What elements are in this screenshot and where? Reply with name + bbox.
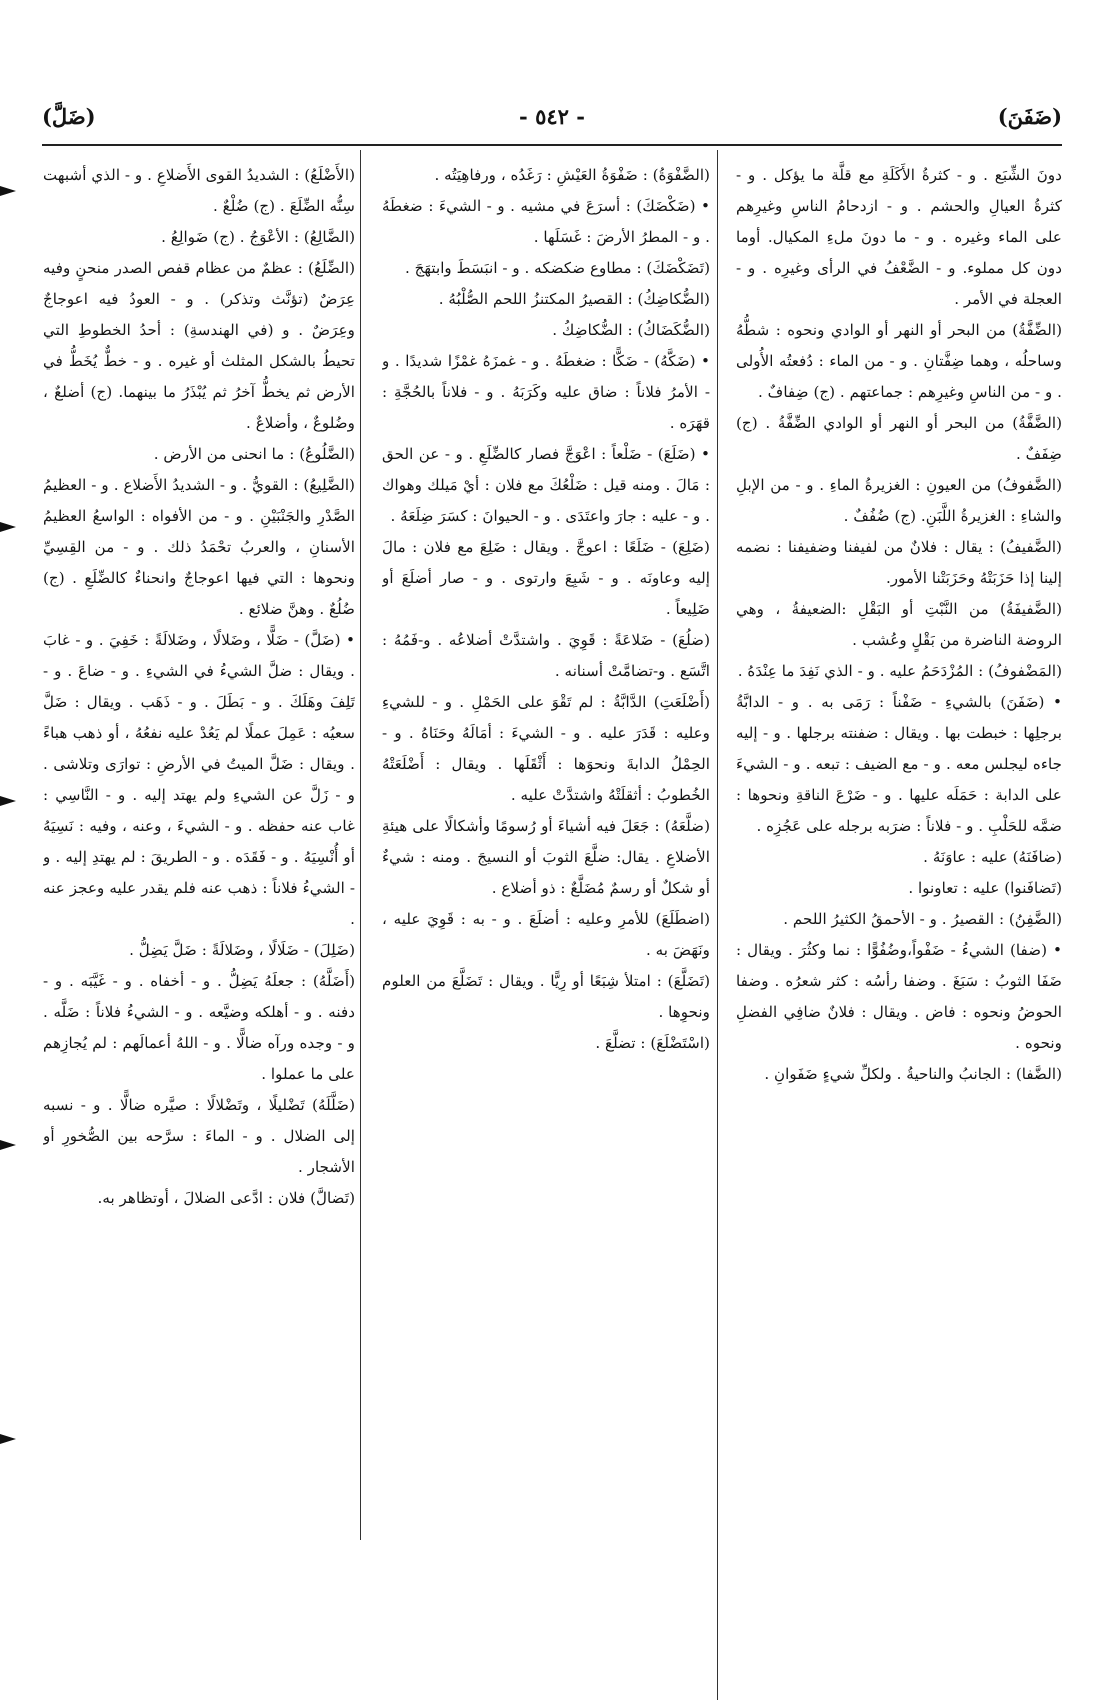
entry: (المَضْفوفُ) : المُزْدَحَمُ عليه . و - الذي نَفِدَ ما عِنْدَهُ . — [737, 662, 1062, 680]
binding-margin-mark — [0, 186, 16, 196]
entry: (ضافَنَهُ) عليه : عاوَنَهُ . — [923, 848, 1062, 866]
entry: (ضَلِلَ) - ضَلَالًا ، وضَلالَةً : ضَلَّ يَضِلُّ . — [129, 941, 355, 959]
entry: (اسْتَضْلَعَ) : تضلَّعَ . — [595, 1034, 710, 1052]
binding-margin-mark — [0, 1434, 16, 1444]
entry: (الضَّفَّةُ) من البحر أو النهر أو الوادي الضِّفَّةُ . (ج) ضِفَفٌ . — [736, 414, 1062, 463]
entry: (الضَّالِعُ) : الأعْوَجُ . (ج) ضَوالِعُ . — [161, 228, 355, 246]
header-divider — [42, 144, 1062, 146]
header-guide-word-right: (ضَفَنَ) — [997, 104, 1062, 129]
entry: دونَ الشِّبَع . و - كثرةُ الأَكَلَةِ مع قلَّة ما يؤكل . و - كثرةُ العيالِ والحشم . و - ازدحامُ الناسِ وغيرِهم على الماء وغيره . و - ما دونَ ملءِ المكيال. أوما دون كل مملوء. و - الضَّعْفُ في الرأى وغيرِه . و - العجلة في الأمر . — [736, 166, 1062, 308]
entry: (أَضَلَّهُ) : جعلَهُ يَضِلُّ . و - أخفاه . و - غَيَّبَه . و - دفنه . و - أهلكه وضيَّعه . و - الشيءُ فلاناً : ضَلَّه . و - وجده ورآه ضالًّا . و - اللهُ أعمالَهم : لم يُجازِهم على ما عملوا . — [43, 972, 355, 1083]
entry: • (ضَكْضَكَ) : أسرَعَ في مشيه . و - الشيءَ : ضغطَهُ . و - المطرُ الأرضَ : غَسَلَها . — [382, 197, 710, 246]
column-divider-right — [717, 150, 718, 1700]
column-middle — [382, 160, 710, 1540]
entry: (أَضْلَعَتِ) الدَّابَّةُ : لم تَقْوَ على الحَمْلِ . و - للشيءِ وعليه : قَدَرَ عليه . و - الشيءَ : أمَالَهُ وحَنَاهُ . و - الحِمْلُ الدابةَ ونحوَها : أَثْقَلَها . ويقال : أَضْلَعَتْهُ الخُطوبُ : أثقلَتْهُ واشتدَّتْ عليه . — [382, 693, 710, 804]
page-number: - ٥٤٢ - — [519, 104, 585, 129]
entry: (ضَلَّلَهُ) تَضْليلًا ، وتَضْلالًا : صيَّره ضالًّا . و - نسبه إلى الضلال . و - الماءَ : سرَّحه بين الصُّخورِ أو الأشجار . — [43, 1096, 355, 1176]
header-guide-word-left: (ضَلَّ) — [42, 104, 96, 129]
entry: (الأَضْلَعُ) : الشديدُ القوى الأَضلاعِ . و - الذي أشبهت سِنُّه الضِّلَعَ . (ج) ضُلْعٌ . — [43, 166, 355, 215]
column-left — [43, 160, 355, 1540]
entry: (الضُّكاضِكُ) : القصيرُ المكتنزُ اللحم الصُّلْبُهُ . — [438, 290, 710, 308]
entry: (الضَّفِنُ) : القصيرُ . و - الأحمقُ الكثيرُ اللحم . — [783, 910, 1062, 928]
entry: (ضلَّعَهُ) : جَعَلَ فيه أشياءَ أو رُسومًا وأشكالًا على هيئةِ الأضلاعِ . يقال: ضلَّعَ الثوبَ أو النسيجَ . ومنه : شيءٌ أو شكلٌ أو رسمٌ مُضَلَّعٌ : ذو أضلاع . — [382, 817, 710, 897]
binding-margin-mark — [0, 796, 16, 806]
entry: (الضِّلَعُ) : عظمٌ من عظام قفص الصدر منحنٍ وفيه عِرَضٌ (تؤنَّث وتذكر) . و - العودُ فيه اعوجاجٌ وعِرَضٌ . و (في الهندسةِ) : أحدُ الخطوطِ التي تحيطُ بالشكل المثلث أو غيره . و - خطٌّ يُخَطُّ في الأرض ثم يخطُّ آخرُ ثم يُبْذَرُ ما بينهما. (ج) أضلعٌ ، وضُلوعٌ ، وأضلاعٌ . — [43, 259, 355, 432]
binding-margin-mark — [0, 522, 16, 532]
entry: • (ضَلَّ) - ضَلًّا ، وضَلالًا ، وضَلالَةً : خَفِيَ . و - غابَ . ويقال : ضلَّ الشيءُ في الشيءِ . و - ضاعَ . و - تَلِفَ وهَلَكَ . و - بَطَلَ . و - ذَهَب . ويقال : ضَلَّ سعيُه : عَمِلَ عملًا لم يَعُدْ عليه نفعُهُ ، أو ذهب هباءً . ويقال : ضَلَّ الميتُ في الأرضِ : توارَى وتلاشى . و - زَلَّ عن الشيءِ ولم يهتد إليه . و - النَّاسِي : غاب عنه حفظه . و - الشيءَ ، وعنه ، وفيه : نَسِيَهُ أو أُنْسِيَهُ . و - فَقَدَه . و - الطريقَ : لم يهتدِ إليه . و - الشيءُ فلاناً : ذهب عنه فلم يقدر عليه وعجز عنه . — [43, 631, 355, 928]
entry: • (ضَلَعَ) - ضَلْعاً : اعْوَجَّ فصار كالضِّلَعِ . و - عن الحق : مَالَ . ومنه قيل : ضَلْعُكَ مع فلان : أيْ مَيلك وهواك . و - عليه : جارَ واعتَدَى . و - الحيوانَ : كسَرَ ضِلَعَهُ . — [382, 445, 710, 525]
column-right — [736, 160, 1062, 1540]
entry: (ضلُعَ) - ضَلاعَةً : قَوِيَ . واشتدَّتْ أضلاعُه . و-فَمُهُ : اتَّسَع . و-تضامَّتْ أسنانه . — [382, 631, 710, 680]
entry: (تَضَلَّعَ) : امتلأ شِبَعًا أو رِيًّا . ويقال : تَضَلَّعَ من العلوم ونحوِها . — [382, 972, 710, 1021]
entry: (الضَّفْوَةُ) : ضَفْوَةُ العَيْشِ : رَغَدُه ، ورفاهِيَتُه . — [434, 166, 710, 184]
page-header — [42, 104, 1062, 138]
entry: (الضَّفوفُ) من العيونِ : الغزيرةُ الماءِ . و - من الإبلِ والشاءِ : الغزيرةُ اللَّبَنِ. (ج) ضُفُفٌ . — [736, 476, 1062, 525]
entry: (الضَّلِيعُ) : القويُّ . و - الشديدُ الأَضلاع . و - العظيمُ الصَّدْرِ والجَنْبَيْنِ . و - من الأفواه : الواسعُ العظيمُ الأسنانِ ، والعربُ تحْمَدُ ذلك . و - من القِسِيِّ ونحوها : التي فيها اعوجاجٌ وانحناءٌ كالضِّلَعِ . (ج) ضُلُعٌ . وهنَّ ضلائع . — [43, 476, 355, 618]
entry: (تَضافَنوا) عليه : تعاونوا . — [908, 879, 1062, 897]
entry: • (ضَكَّهُ) - ضَكًّا : ضغطَهُ . و - غمزَهُ غمْزًا شديدًا . و - الأمرُ فلاناً : ضاق عليه وكَرَبَهُ . و - فلاناً بالحُجَّةِ : قهَرَه . — [382, 352, 710, 432]
entry: (اضطَلَعَ) للأمرِ وعليه : أضلَعَ . و - به : قَوِيَ عليه ، ونَهَضَ به . — [382, 910, 710, 959]
entry: (الضَّلُوعُ) : ما انحنى من الأرض . — [153, 445, 355, 463]
entry: (الضَّفيفُ) : يقال : فلانٌ من لفيفنا وضفيفنا : نضمه إلينا إذا حَزَبَتْهُ وحَزَبَتْنا الأمور. — [736, 538, 1062, 587]
column-divider-left — [360, 150, 361, 1540]
entry: (الضِّفَّةُ) من البحر أو النهر أو الوادي ونحوه : شطُّهُ وساحلُه ، وهما ضِفَّتانِ . و - من الماء : دُفعتُه الأُولى . و - من الناسِ وغيرِهم : جماعتهم . (ج) ضِفافٌ . — [736, 321, 1062, 401]
entry: (تَضالَّ) فلان : ادَّعى الضلالَ ، أوتظاهر به. — [97, 1189, 355, 1207]
entry: • (ضفا) الشيءُ - ضَفْواً،وضُفُوًّا : نما وكثُرَ . ويقال : ضَفَا الثوبُ : سَبَغَ . وضفا رأسُه : كثر شعرُه . وضفا الحوضُ ونحوه : فاض . ويقال : فلانٌ ضافِي الفضلِ ونحوه . — [736, 941, 1062, 1052]
binding-margin-mark — [0, 1140, 16, 1150]
entry: (ضَلِعَ) - ضَلَعًا : اعوجَّ . ويقال : ضَلِعَ مع فلان : مالَ إليه وعاونَه . و - شَبِعَ وارتوى . و - صار أضلَعَ أو ضَلِيعاً . — [382, 538, 710, 618]
entry: (الضَّفيفَةُ) من النَّبْتِ أو البَقْلِ :الضعيفةُ ، وهي الروضة الناضرة من بَقْلٍ وعُشب . — [736, 600, 1062, 649]
entry: (الضَّفا) : الجانبُ والناحيةُ . ولكلِّ شيءٍ ضَفَوانِ . — [764, 1065, 1062, 1083]
entry: (تَضَكْضَكَ) : مطاوع ضكضكه . و - انبَسَطَ وابتهَجَ . — [404, 259, 710, 277]
entry: (الضُّكَضَاكُ) : الضُّكاضِكُ . — [552, 321, 710, 339]
entry: • (ضَفَنَ) بالشيءِ - ضَفْناً : رَمَى به . و - الدابَّةُ برجلِها : خبطت بها . ويقال : ضفنته برجلها . و - إليه جاءه ليجلس معه . و - مع الضيف : تبعه . و - الشيءَ على الدابة : حَمَلَه عليها . و - ضَرْعَ الناقةِ ونحوها : ضمَّه للحَلْبِ . و - فلاناً : ضرَبه برجله على عَجُزِه . — [736, 693, 1062, 835]
